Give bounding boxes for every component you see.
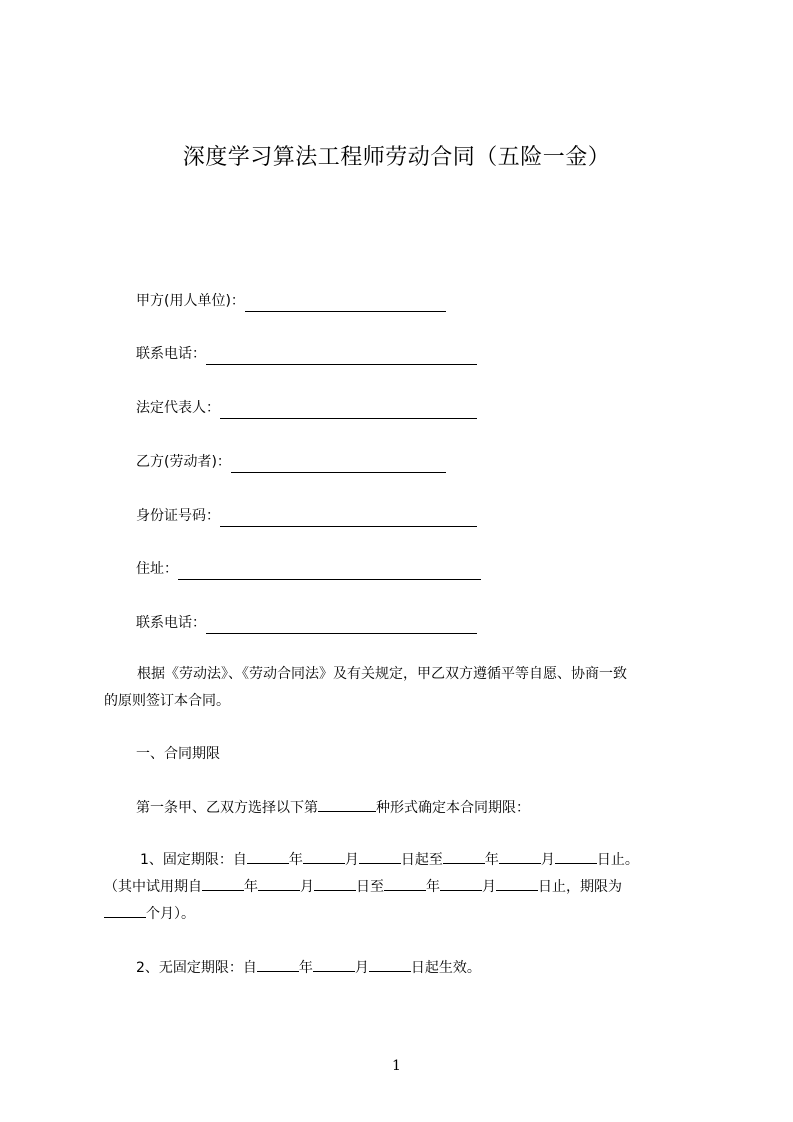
party-b-phone-field <box>136 612 477 634</box>
month-text: 月 <box>540 852 555 868</box>
year-text: 年 <box>426 879 440 895</box>
intro-paragraph <box>104 661 702 715</box>
id-number-blank[interactable] <box>220 509 477 527</box>
party-a-phone-blank[interactable] <box>206 347 477 365</box>
legal-representative-label: 法定代表人： <box>136 400 220 416</box>
probation-end-year-blank[interactable] <box>384 876 426 891</box>
end-year-blank[interactable] <box>443 849 485 864</box>
start-month-blank[interactable] <box>303 849 345 864</box>
form-choice-blank[interactable] <box>318 797 376 812</box>
address-blank[interactable] <box>178 562 481 580</box>
month-text: 月 <box>482 879 496 895</box>
party-a-phone-field <box>136 343 477 365</box>
party-b-field <box>136 451 446 473</box>
day-end-text: 日止。 <box>596 852 639 868</box>
fixed-term-paragraph <box>104 847 702 928</box>
party-a-phone-label: 联系电话： <box>136 346 206 362</box>
probation-label: （其中试用期自 <box>104 879 202 895</box>
probation-end-text: 日止，期限为 <box>538 879 622 895</box>
party-b-phone-blank[interactable] <box>206 616 477 634</box>
fixed-term-line-2 <box>104 874 702 901</box>
address-field <box>136 558 481 580</box>
section-heading: 一、合同期限 <box>136 746 220 762</box>
party-b-label: 乙方(劳动者)： <box>136 454 231 470</box>
effective-text: 日起生效。 <box>410 960 481 976</box>
day-to-text: 日至 <box>356 879 384 895</box>
party-a-field <box>136 290 446 312</box>
article-1-suffix: 种形式确定本合同期限： <box>376 800 530 816</box>
legal-representative-blank[interactable] <box>220 401 477 419</box>
start-day-blank[interactable] <box>359 849 401 864</box>
page-number: 1 <box>392 1058 401 1074</box>
probation-end-day-blank[interactable] <box>496 876 538 891</box>
month-text: 月 <box>354 960 369 976</box>
end-day-blank[interactable] <box>555 849 597 864</box>
year-text: 年 <box>298 960 313 976</box>
intro-line-2: 的原则签订本合同。 <box>104 693 230 709</box>
probation-end-month-blank[interactable] <box>440 876 482 891</box>
legal-representative-field <box>136 397 477 419</box>
probation-start-day-blank[interactable] <box>314 876 356 891</box>
open-term-paragraph <box>136 955 734 982</box>
intro-line-1: 根据《劳动法》、《劳动合同法》及有关规定，甲乙双方遵循平等自愿、协商一致 <box>137 666 627 682</box>
probation-start-year-blank[interactable] <box>202 876 244 891</box>
document-title: 深度学习算法工程师劳动合同（五险一金） <box>182 145 611 170</box>
end-month-blank[interactable] <box>499 849 541 864</box>
id-number-field <box>136 505 477 527</box>
party-b-blank[interactable] <box>231 455 446 473</box>
article-1-prefix: 第一条甲、乙双方选择以下第 <box>136 800 318 816</box>
probation-months-blank[interactable] <box>104 903 146 918</box>
probation-start-month-blank[interactable] <box>258 876 300 891</box>
open-term-label: 2、无固定期限：自 <box>136 960 257 976</box>
party-a-label: 甲方(用人单位)： <box>136 293 245 309</box>
year-text: 年 <box>244 879 258 895</box>
party-a-blank[interactable] <box>245 294 446 312</box>
open-start-day-blank[interactable] <box>369 957 411 972</box>
month-text: 月 <box>344 852 359 868</box>
fixed-term-label: 1、固定期限：自 <box>140 852 247 868</box>
year-text: 年 <box>288 852 303 868</box>
year-text: 年 <box>484 852 499 868</box>
id-number-label: 身份证号码： <box>136 508 220 524</box>
start-year-blank[interactable] <box>247 849 289 864</box>
article-1 <box>136 795 734 822</box>
probation-months-text: 个月）。 <box>146 906 195 922</box>
open-start-year-blank[interactable] <box>257 957 299 972</box>
month-text: 月 <box>300 879 314 895</box>
fixed-term-line-3 <box>104 901 702 928</box>
open-start-month-blank[interactable] <box>313 957 355 972</box>
address-label: 住址： <box>136 561 178 577</box>
day-from-text: 日起至 <box>400 852 443 868</box>
party-b-phone-label: 联系电话： <box>136 615 206 631</box>
fixed-term-line-1 <box>104 847 702 874</box>
